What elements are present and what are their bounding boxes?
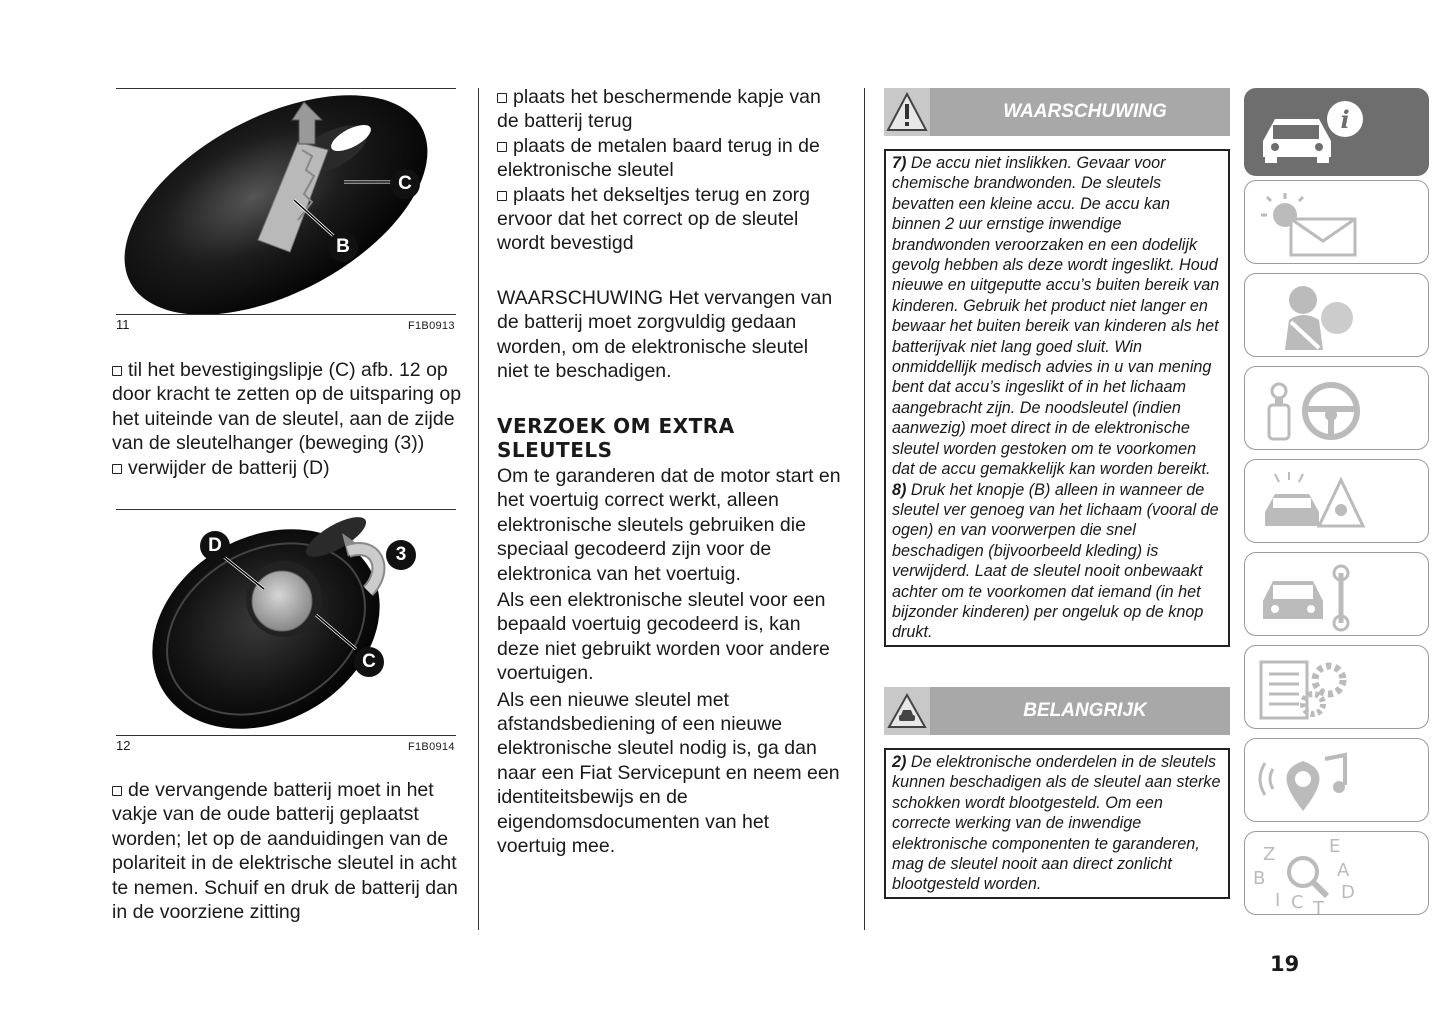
warning-header	[884, 88, 1230, 136]
column-divider-1	[478, 88, 479, 930]
figure-11-number: 11	[116, 317, 130, 332]
important-title: BELANGRIJK	[1023, 700, 1147, 721]
col2-bullet-1: plaats het beschermende kapje van de batterij terug	[497, 85, 842, 134]
important-header	[884, 687, 1230, 735]
index-letter-z: Z	[1263, 844, 1276, 865]
car-info-icon	[1245, 89, 1430, 177]
warning-box	[884, 149, 1230, 647]
col2-para-1: Om te garanderen dat de motor start en het voertuig correct werkt, alleen elektronische sleutels gebruiken die speciaal gecodeerd zijn voor de elektronica van het voertuig.	[497, 465, 841, 585]
col2-bullet-2: plaats de metalen baard terug in de elektronische sleutel	[497, 134, 842, 183]
svg-text:i: i	[1340, 105, 1350, 134]
col2-bullets	[497, 85, 842, 256]
index-letter-d: D	[1341, 882, 1355, 903]
car-warning-icon	[1245, 460, 1430, 544]
figure-11-callout-lines	[116, 90, 456, 314]
car-service-icon	[1245, 553, 1430, 637]
tab-index[interactable]	[1244, 831, 1429, 915]
col1-bullet-3: de vervangende batterij moet in het vakje van de oude batterij geplaatst worden; let op de aanduidingen van de polariteit in de elektrische sleutel in acht te nemen. Schuif en druk de batterij dan in de voorziene zitting	[112, 778, 464, 924]
airbag-seatbelt-icon	[1245, 274, 1430, 358]
tab-lights-messages[interactable]	[1244, 180, 1429, 264]
key-steering-wheel-icon	[1245, 367, 1430, 451]
callout-3-fig12: 3	[386, 540, 416, 570]
col1-text-bottom	[112, 778, 464, 924]
warning-item-8-text: Druk het knopje (B) alleen in wanneer de sleutel ver genoeg van het lichaam (vooral de ogen) en van voorwerpen die snel beschadigen (bijvoorbeeld kleding) is verwijderd. Laat de sleutel nooit onbewaakt achter om te voorkomen dat iemand (in het bijzonder kinderen) per ongeluk op de knop drukt.	[892, 480, 1219, 642]
tab-maintenance[interactable]	[1244, 552, 1429, 636]
car-alert-icon	[884, 687, 930, 735]
index-search-icon	[1245, 832, 1430, 916]
lights-message-icon	[1245, 181, 1430, 265]
figure-11-code: F1B0913	[408, 320, 455, 332]
callout-b-fig11: B	[328, 232, 358, 262]
warning-title: WAARSCHUWING	[1003, 101, 1167, 122]
col1-text-top	[112, 358, 462, 480]
warning-item-8-number: 8)	[892, 480, 907, 499]
warning-item-7-number: 7)	[892, 154, 907, 172]
index-letter-c: C	[1291, 892, 1304, 913]
figure-11-top-rule	[116, 88, 456, 89]
col2-para-2: Als een elektronische sleutel voor een bepaald voertuig gecodeerd is, kan deze niet gebruikt worden voor andere voertuigen.	[497, 589, 830, 685]
specs-gears-icon	[1245, 646, 1430, 730]
index-letter-a: A	[1337, 860, 1350, 881]
tab-multimedia[interactable]	[1244, 738, 1429, 822]
section-title-extra-keys: VERZOEK OM EXTRA SLEUTELS	[497, 414, 735, 462]
figure-11-bottom-rule	[116, 314, 456, 315]
col2-body	[497, 464, 842, 859]
col2-para-3: Als een nieuwe sleutel met afstandsbediening of een nieuwe elektronische sleutel nodig is, ga dan naar een Fiat Servicepunt en neem een identiteitsbewijs en de eigendomsdocumenten van het voertuig mee.	[497, 688, 840, 858]
figure-12-code: F1B0914	[408, 741, 455, 753]
tab-car-info[interactable]	[1244, 88, 1429, 176]
column-divider-2	[864, 88, 865, 930]
col2-bullet-3: plaats het dekseltjes terug en zorg ervoor dat het correct op de sleutel wordt bevestigd	[497, 183, 842, 256]
figure-12-bottom-rule	[116, 735, 456, 736]
col1-bullet-1: til het bevestigingslipje (C) afb. 12 op door kracht te zetten op de uitsparing op het uiteinde van de sleutel, aan de zijde van de sleutelhanger (beweging (3))	[112, 359, 462, 455]
index-letter-e: E	[1329, 836, 1341, 857]
figure-12-top-rule	[116, 509, 456, 510]
figure-12-number: 12	[116, 738, 131, 753]
index-letter-i: I	[1275, 890, 1281, 911]
multimedia-icon	[1245, 739, 1430, 823]
warning-item-7-text: De accu niet inslikken. Gevaar voor chemische brandwonden. De sleutels bevatten een kleine accu. De accu kan binnen 2 uur ernstige inwendige brandwonden veroorzaken en een dodelijk gevolg hebben als deze wordt ingeslikt. Houd nieuwe en uitgeputte accu’s buiten bereik van kinderen. Gebruik het product niet langer en bewaar het buiten bereik van kinderen als het batterijvak niet lang goed sluit. Win onmiddellijk medisch advies in u van mening bent dat accu’s ingeslikt of in het lichaam aangebracht zijn. De noodsleutel (indien aanwezig) moet direct in de elektronische sleutel worden gestoken om te voorkomen dat de accu gemakkelijk kan worden bereikt.	[892, 154, 1220, 479]
tab-emergencies[interactable]	[1244, 459, 1429, 543]
col1-bullet-2: verwijder de batterij (D)	[112, 456, 462, 480]
col2-warning-paragraph: WAARSCHUWING Het vervangen van de batterij moet zorgvuldig gedaan worden, om de elektronische sleutel niet te beschadigen.	[497, 287, 833, 383]
page-number: 19	[1270, 952, 1300, 976]
index-letter-b: B	[1253, 868, 1266, 889]
callout-c-fig12: C	[354, 647, 384, 677]
important-box	[884, 748, 1230, 899]
callout-d-fig12: D	[200, 531, 230, 561]
index-letter-t: T	[1313, 898, 1324, 916]
callout-c-fig11: C	[390, 169, 420, 199]
tab-technical-data[interactable]	[1244, 645, 1429, 729]
tab-starting-driving[interactable]	[1244, 366, 1429, 450]
tab-airbag-safety[interactable]	[1244, 273, 1429, 357]
important-item-2-text: De elektronische onderdelen in de sleutels kunnen beschadigen als de sleutel aan sterke schokken wordt blootgesteld. Om een correcte werking van de inwendige elektronische componenten te garanderen, mag de sleutel nooit aan direct zonlicht blootgesteld worden.	[892, 753, 1221, 894]
warning-triangle-icon	[884, 88, 930, 136]
important-item-2-number: 2)	[892, 753, 907, 771]
